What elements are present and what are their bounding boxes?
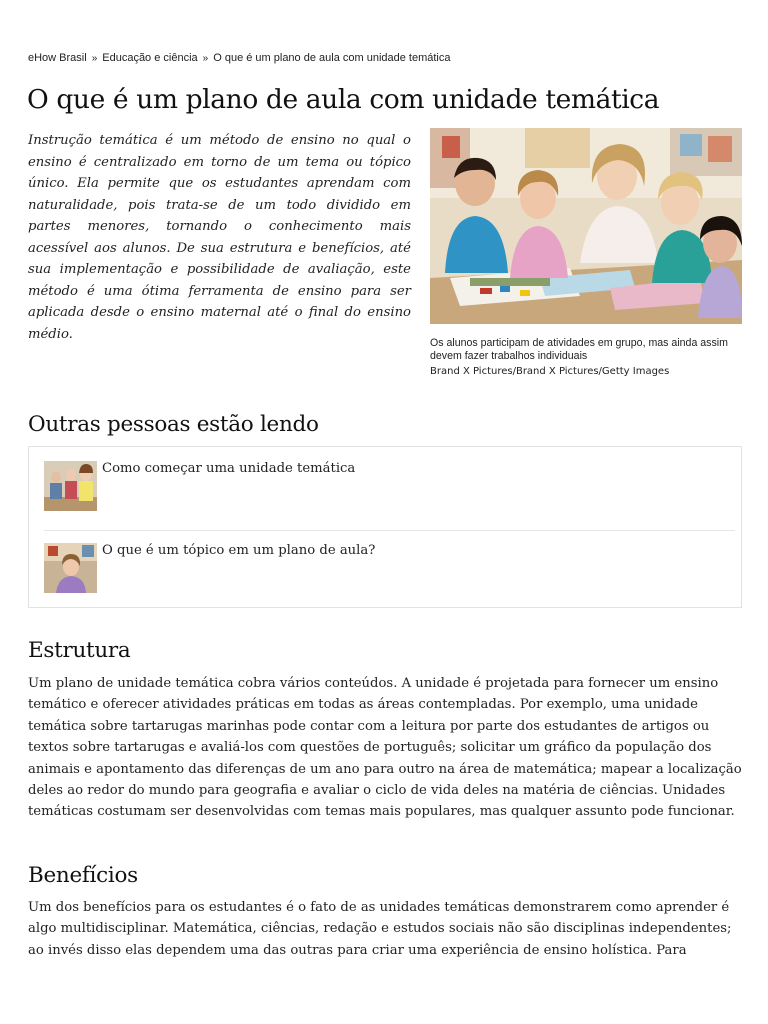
related-thumbnail[interactable] — [44, 461, 97, 511]
related-item[interactable] — [44, 543, 735, 603]
related-articles-box — [28, 446, 742, 608]
section-text-estrutura: Um plano de unidade temática cobra vários conteúdos. A unidade é projetada para fornecer um ensino temático e oferecer atividades práticas em todas as áreas contempladas. Por exemplo, uma unidade temática sobre tartarugas marinhas pode contar com a leitura por parte dos estudantes de artigos ou textos sobre tartarugas e avaliá-los com questões de português; solicitar um gráfico da população dos animais e apontamento das diferenças de um ano para outro na área de matemática; mapear a localização deles ao redor do mundo para geografia e avaliar o ciclo de vida deles na matéria de ciências. Unidades temáticas costumam ser desenvolvidas com temas mais populares, mas qualquer assunto pode funcionar. — [28, 676, 742, 820]
breadcrumb — [28, 52, 450, 64]
related-link-1[interactable]: Como começar uma unidade temática — [102, 461, 356, 476]
section-heading-estrutura: Estrutura — [28, 638, 131, 663]
related-item[interactable] — [44, 461, 735, 531]
breadcrumb-separator: » — [202, 53, 209, 64]
breadcrumb-category-link[interactable]: Educação e ciência — [102, 52, 198, 64]
classroom-photo — [430, 128, 742, 324]
section-heading-beneficios: Benefícios — [28, 863, 138, 888]
breadcrumb-current: O que é um plano de aula com unidade temática — [213, 52, 451, 64]
related-link-2[interactable]: O que é um tópico em um plano de aula? — [102, 543, 376, 558]
article-intro: Instrução temática é um método de ensino no qual o ensino é centralizado em torno de um tema ou tópico único. Ela permite que os estudantes aprendam com naturalidade, pois trata-se de um todo dividido em partes menores, tornando o conhecimento mais acessível aos alunos. De sua estrutura e benefícios, até sua implementação e possibilidade de avaliação, este método é uma ótima ferramenta de ensino para ser aplicada desde o ensino maternal até o final do ensino médio. — [28, 133, 411, 342]
figure-caption: Os alunos participam de atividades em grupo, mas ainda assim devem fazer trabalhos individuais — [430, 337, 728, 362]
section-text-beneficios: Um dos benefícios para os estudantes é o fato de as unidades temáticas demonstrarem como aprender é algo multidisciplinar. Matemática, ciências, redação e estudos sociais não são disciplinas independentes; ao invés disso elas dependem uma das outras para criar uma experiência de ensino holística. Para — [28, 900, 732, 958]
related-heading: Outras pessoas estão lendo — [28, 412, 319, 437]
related-thumbnail[interactable] — [44, 543, 97, 593]
page-title: O que é um plano de aula com unidade temática — [27, 84, 660, 115]
breadcrumb-home-link[interactable]: eHow Brasil — [28, 52, 87, 64]
breadcrumb-separator: » — [91, 53, 98, 64]
figure-credit: Brand X Pictures/Brand X Pictures/Getty Images — [430, 366, 670, 377]
article-figure — [430, 128, 742, 379]
